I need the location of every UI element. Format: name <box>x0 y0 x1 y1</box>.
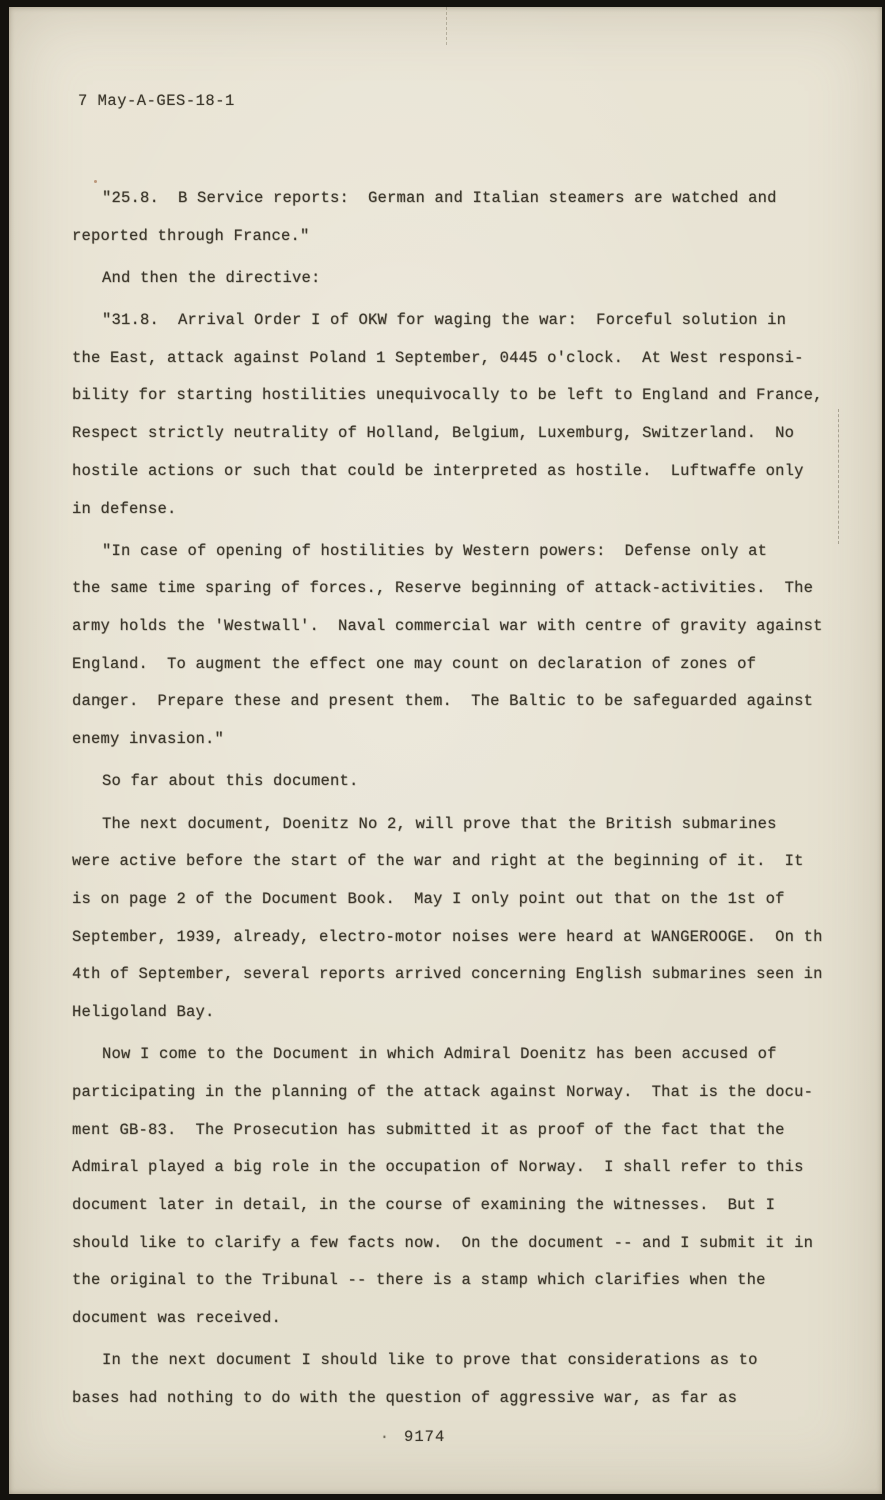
document-line: in defense. <box>72 499 177 518</box>
paragraph <box>72 1036 832 1338</box>
paragraph <box>72 806 832 1032</box>
document-line: danger. Prepare these and present them. The Baltic to be safeguarded against <box>72 692 814 711</box>
document-line: reported through France." <box>72 226 310 245</box>
document-line: September, 1939, already, electro-motor noises were heard at WANGEROOGE. On th <box>72 927 823 946</box>
document-line: were active before the start of the war and right at the beginning of it. It <box>72 852 804 871</box>
paper-crease-top <box>446 7 447 45</box>
document-line: ment GB-83. The Prosecution has submitted it as proof of the fact that the <box>72 1120 785 1139</box>
document-line: England. To augment the effect one may count on declaration of zones of <box>72 654 757 673</box>
document-line: hostile actions or such that could be interpreted as hostile. Luftwaffe only <box>72 461 804 480</box>
document-line: Now I come to the Document in which Admiral Doenitz has been accused of <box>102 1045 777 1064</box>
document-line: "25.8. B Service reports: German and Italian steamers are watched and <box>102 189 777 207</box>
document-line: the East, attack against Poland 1 September, 0445 o'clock. At West responsi- <box>72 348 804 367</box>
document-line: The next document, Doenitz No 2, will prove that the British submarines <box>102 814 777 833</box>
paragraph <box>72 763 832 801</box>
paragraph <box>72 180 832 255</box>
document-header: 7 May-A-GES-18-1 <box>78 92 235 110</box>
document-line: participating in the planning of the attack against Norway. That is the docu- <box>72 1082 814 1101</box>
document-line: document later in detail, in the course of examining the witnesses. But I <box>72 1195 776 1214</box>
paper-crease-right <box>838 409 839 544</box>
document-line: the original to the Tribunal -- there is a stamp which clarifies when the <box>72 1271 766 1290</box>
page-number: · 9174 <box>0 1428 825 1446</box>
document-line: is on page 2 of the Document Book. May I only point out that on the 1st of <box>72 889 785 908</box>
document-line: should like to clarify a few facts now. On the document -- and I submit it in <box>72 1233 814 1252</box>
document-body <box>72 180 832 1422</box>
document-line: In the next document I should like to prove that considerations as to <box>102 1351 758 1370</box>
document-line: And then the directive: <box>102 268 321 287</box>
document-line: document was received. <box>72 1308 282 1327</box>
document-line: enemy invasion." <box>72 730 225 749</box>
paragraph <box>72 302 832 528</box>
paragraph <box>72 533 832 759</box>
document-line: Admiral played a big role in the occupation of Norway. I shall refer to this <box>72 1158 804 1177</box>
paragraph <box>72 260 832 298</box>
document-line: army holds the 'Westwall'. Naval commercial war with centre of gravity against <box>72 617 823 636</box>
document-line: So far about this document. <box>102 772 359 791</box>
document-line: "In case of opening of hostilities by Western powers: Defense only at <box>102 541 768 560</box>
document-line: Heligoland Bay. <box>72 1002 215 1021</box>
document-line: bases had nothing to do with the question of aggressive war, as far as <box>72 1388 738 1407</box>
document-line: Respect strictly neutrality of Holland, Belgium, Luxemburg, Switzerland. No <box>72 424 795 443</box>
paragraph <box>72 1342 832 1417</box>
document-line: the same time sparing of forces., Reserve beginning of attack-activities. The <box>72 579 814 598</box>
document-line: 4th of September, several reports arrived concerning English submarines seen in <box>72 965 823 984</box>
document-line: bility for starting hostilities unequivocally to be left to England and France, <box>72 386 823 405</box>
document-line: "31.8. Arrival Order I of OKW for waging the war: Forceful solution in <box>102 311 787 330</box>
